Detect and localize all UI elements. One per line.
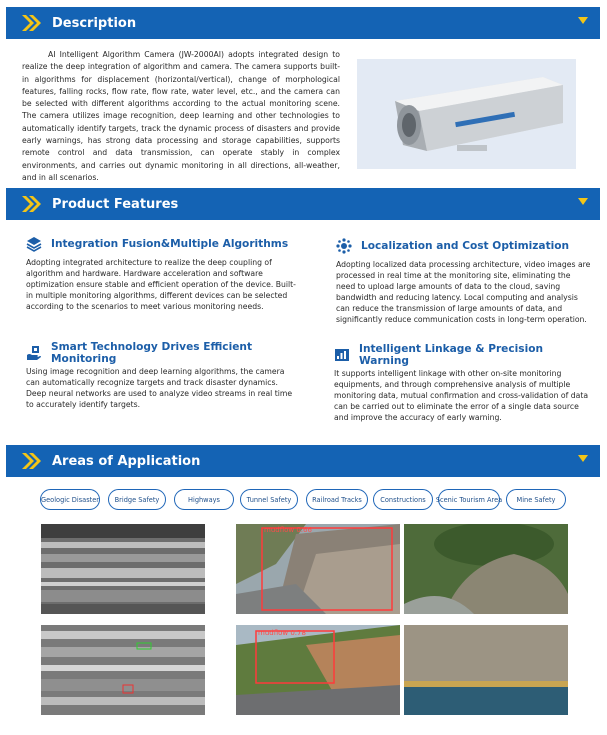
feature-text: Using image recognition and deep learning algorithms, the camera can automatically recognize targets and track disaster dynamics. Deep neural networks are used to analyze video streams in real time to accurately identify targets. xyxy=(26,367,293,410)
feature-title: Smart Technology Drives Efficient Monitoring xyxy=(51,341,253,365)
photo-slope-netting xyxy=(404,625,568,715)
photo-mudflow-detection-2 xyxy=(236,625,400,715)
feature-integration xyxy=(26,234,298,312)
features-section-header[interactable] xyxy=(6,188,600,220)
feature-title: Integration Fusion&Multiple Algorithms xyxy=(51,238,289,250)
photo-track-detection xyxy=(41,625,205,715)
section-title: Product Features xyxy=(52,196,179,212)
photo-mudflow-detection-1 xyxy=(236,524,400,614)
section-title: Description xyxy=(52,15,137,31)
tag-highways[interactable]: Highways xyxy=(174,489,234,510)
network-icon xyxy=(336,238,352,254)
description-paragraph: AI Intelligent Algorithm Camera (JW-2000AI) adopts integrated design to realize the deep integration of algorithm and camera. The camera supports built-in algorithms for displacement (horizontal/vertical), change of morphological features, falling rocks, flow rate, flow rate, water level, etc., and the camera can be selected with different algorithms according to the actual monitoring scene. The camera utilizes image recognition, deep learning and other technologies to automatically identify targets, track the dynamic process of disasters and provide early warnings, has strong data processing and storage capabilities, supports remote control and data transmission, can operate stably in complex environments, and carries out dynamic monitoring in all directions, all-weather, and in all scenarios. xyxy=(22,50,340,182)
tag-geologic-disaster[interactable]: Geologic Disaster xyxy=(40,489,100,510)
feature-smart-technology xyxy=(26,343,298,410)
photo-railroad-track xyxy=(41,524,205,614)
feature-text: Adopting integrated architecture to realize the deep coupling of algorithm and hardware. Hardware acceleration and software optimization ensure stable and efficient operation of the device. Built-in multiple monitoring algorithms, different devices can be selected according to the scenarios to meet various monitoring needs. xyxy=(26,258,296,312)
detection-label: mudflow 0.78 xyxy=(258,629,306,637)
feature-title: Intelligent Linkage & Precision Warning xyxy=(359,343,544,367)
application-tags xyxy=(40,489,570,511)
tag-mine-safety[interactable]: Mine Safety xyxy=(506,489,566,510)
feature-text: It supports intelligent linkage with other on-site monitoring equipments, and through comprehensive analysis of multiple monitoring data, mutual confirmation and cross-validation of data can be carried out to eliminate the error of a single data source and improve the accuracy of early warning. xyxy=(334,369,589,423)
feature-title: Localization and Cost Optimization xyxy=(361,240,570,252)
double-chevron-icon xyxy=(20,12,42,34)
caret-down-icon[interactable] xyxy=(578,17,588,24)
photo-slope-road xyxy=(404,524,568,614)
tag-railroad-tracks[interactable]: Railroad Tracks xyxy=(306,489,368,510)
applications-section-header[interactable] xyxy=(6,445,600,477)
feature-text: Adopting localized data processing architecture, video images are processed in real time at the monitoring site, eliminating the need to upload large amounts of data to the cloud, saving bandwidth and reducing latency. Local computing and analysis can reduce the transmission of large amounts of data, and significantly reduce communication costs in long-term operation. xyxy=(336,260,591,325)
camera-product-image xyxy=(357,59,576,169)
detection-label: mudflow 0.66 xyxy=(264,526,312,534)
tag-constructions[interactable]: Constructions xyxy=(373,489,433,510)
feature-localization xyxy=(336,236,592,326)
chart-icon xyxy=(334,347,350,363)
tag-bridge-safety[interactable]: Bridge Safety xyxy=(108,489,166,510)
caret-down-icon[interactable] xyxy=(578,455,588,462)
layers-icon xyxy=(26,236,42,252)
tag-scenic-tourism-area[interactable]: Scenic Tourism Area xyxy=(438,489,500,510)
double-chevron-icon xyxy=(20,450,42,472)
description-section-header[interactable] xyxy=(6,7,600,39)
caret-down-icon[interactable] xyxy=(578,198,588,205)
double-chevron-icon xyxy=(20,193,42,215)
chip-hand-icon xyxy=(26,345,42,361)
section-title: Areas of Application xyxy=(52,453,201,469)
feature-linkage xyxy=(334,345,594,423)
tag-tunnel-safety[interactable]: Tunnel Safety xyxy=(240,489,298,510)
